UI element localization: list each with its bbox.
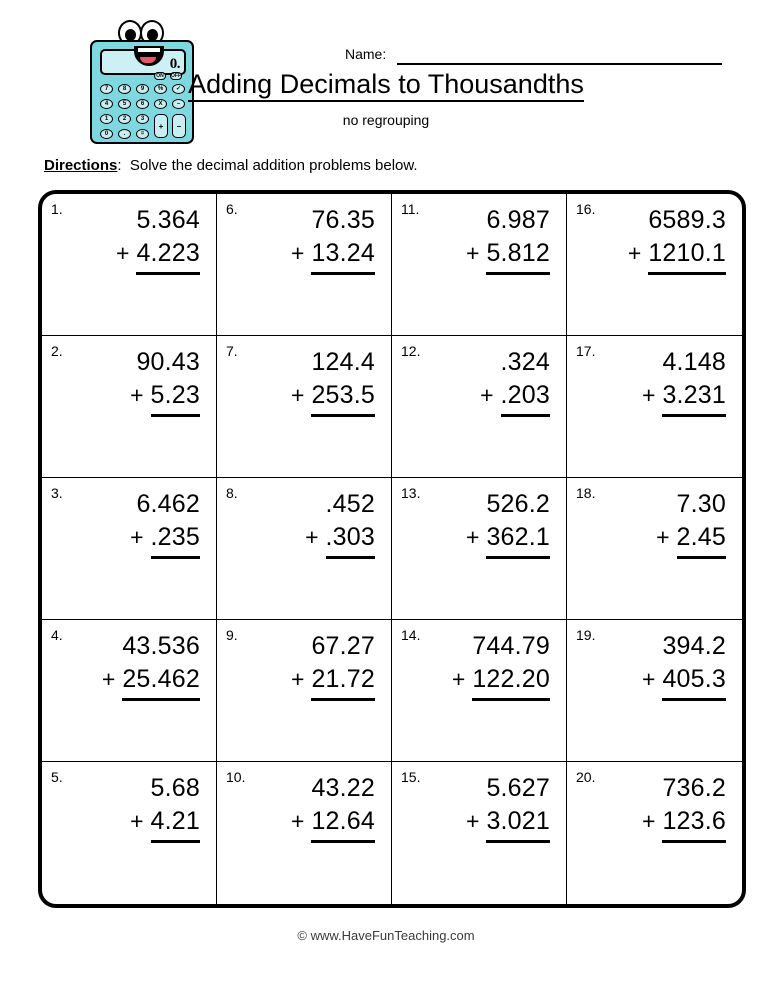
addend-bottom-row xyxy=(466,520,550,559)
footer-copyright: © www.HaveFunTeaching.com xyxy=(297,928,475,943)
problem-row xyxy=(42,336,742,478)
problem-number: 16. xyxy=(576,201,596,217)
addend-bottom-row xyxy=(291,804,375,843)
addition-stack xyxy=(130,488,200,559)
addend-bottom: 25.462 xyxy=(122,662,200,701)
addition-stack xyxy=(305,488,375,559)
plus-operator: + xyxy=(642,808,656,834)
problem-cell[interactable] xyxy=(392,620,567,761)
calculator-key-9: 9 xyxy=(136,84,149,94)
calculator-key-plus: + xyxy=(154,114,168,138)
calculator-key-2: 2 xyxy=(118,114,131,124)
problem-row xyxy=(42,194,742,336)
problem-number: 12. xyxy=(401,343,421,359)
directions xyxy=(44,157,418,174)
addend-bottom: 2.45 xyxy=(677,520,726,559)
addend-top: 5.68 xyxy=(150,774,200,802)
addend-bottom: 5.812 xyxy=(486,236,550,275)
plus-operator: + xyxy=(291,382,305,408)
addend-top: 7.30 xyxy=(676,490,726,518)
addend-top: 394.2 xyxy=(662,632,726,660)
problem-number: 4. xyxy=(51,627,63,643)
problem-number: 20. xyxy=(576,769,596,785)
addend-top: 67.27 xyxy=(311,632,375,660)
addition-stack xyxy=(130,346,200,417)
problem-number: 14. xyxy=(401,627,421,643)
addend-bottom: 21.72 xyxy=(311,662,375,701)
addend-bottom: 405.3 xyxy=(662,662,726,701)
addend-bottom-row xyxy=(466,804,550,843)
addend-bottom-row xyxy=(291,662,375,701)
addend-top: 6589.3 xyxy=(648,206,726,234)
problem-cell[interactable] xyxy=(42,336,217,477)
addend-top: 90.43 xyxy=(136,348,200,376)
addition-stack xyxy=(642,346,726,417)
problem-number: 19. xyxy=(576,627,596,643)
problem-cell[interactable] xyxy=(217,620,392,761)
calculator-key-1: 1 xyxy=(100,114,113,124)
plus-operator: + xyxy=(101,666,116,692)
problem-number: 7. xyxy=(226,343,238,359)
addend-bottom-row xyxy=(452,662,550,701)
calculator-key-6: 6 xyxy=(136,99,149,109)
calculator-key-multiply: X xyxy=(154,99,167,109)
plus-operator: + xyxy=(466,240,480,266)
addend-top: 526.2 xyxy=(486,490,550,518)
problem-number: 18. xyxy=(576,485,596,501)
problem-number: 10. xyxy=(226,769,246,785)
plus-operator: + xyxy=(480,382,494,408)
addend-top: 43.22 xyxy=(311,774,375,802)
addition-stack xyxy=(466,488,550,559)
plus-operator: + xyxy=(130,382,144,408)
plus-operator: + xyxy=(451,666,466,692)
problem-number: 1. xyxy=(51,201,63,217)
addition-stack xyxy=(130,772,200,843)
page-title xyxy=(0,68,772,100)
addend-bottom-row xyxy=(116,236,200,275)
calculator-key-7: 7 xyxy=(100,84,113,94)
addend-bottom: 13.24 xyxy=(311,236,375,275)
problem-number: 5. xyxy=(51,769,63,785)
addend-top: 76.35 xyxy=(311,206,375,234)
problem-cell[interactable] xyxy=(42,478,217,619)
addition-stack xyxy=(102,630,200,701)
plus-operator: + xyxy=(305,524,319,550)
problem-number: 8. xyxy=(226,485,238,501)
addition-stack xyxy=(656,488,726,559)
problem-cell[interactable] xyxy=(42,194,217,335)
problems-table xyxy=(38,190,746,908)
problem-row xyxy=(42,478,742,620)
addend-bottom-row xyxy=(480,378,550,417)
plus-operator: + xyxy=(466,524,480,550)
calculator-key-divide: – xyxy=(172,99,185,109)
page-subtitle: no regrouping xyxy=(342,112,430,128)
addend-bottom: .235 xyxy=(151,520,200,559)
problem-cell[interactable] xyxy=(567,194,742,335)
problem-cell[interactable] xyxy=(217,762,392,904)
problem-number: 9. xyxy=(226,627,238,643)
addend-bottom: 4.21 xyxy=(151,804,200,843)
problem-cell[interactable] xyxy=(392,194,567,335)
addend-bottom-row xyxy=(628,236,726,275)
plus-operator: + xyxy=(466,808,480,834)
problem-cell[interactable] xyxy=(392,762,567,904)
worksheet-header xyxy=(0,0,772,150)
problem-number: 17. xyxy=(576,343,596,359)
problem-cell[interactable] xyxy=(567,336,742,477)
directions-text: Solve the decimal addition problems below. xyxy=(129,157,418,174)
addend-top: 736.2 xyxy=(662,774,726,802)
addend-bottom: 362.1 xyxy=(486,520,550,559)
addend-bottom-row xyxy=(642,662,726,701)
addition-stack xyxy=(291,204,375,275)
addend-bottom-row xyxy=(130,378,200,417)
calculator-key-3: 3 xyxy=(136,114,149,124)
addend-bottom: 123.6 xyxy=(662,804,726,843)
problem-cell[interactable] xyxy=(217,194,392,335)
addend-bottom: 253.5 xyxy=(311,378,375,417)
calculator-key-percent: % xyxy=(154,84,167,94)
addend-top: .452 xyxy=(325,490,375,518)
student-name-field[interactable] xyxy=(345,44,725,68)
addition-stack xyxy=(291,772,375,843)
problem-number: 3. xyxy=(51,485,63,501)
problem-cell[interactable] xyxy=(567,478,742,619)
calculator-key-equals: = xyxy=(136,129,149,139)
directions-label: Directions xyxy=(44,157,118,174)
calculator-key-0: 0 xyxy=(100,129,113,139)
addend-bottom-row xyxy=(642,378,726,417)
addend-top: .324 xyxy=(500,348,550,376)
plus-operator: + xyxy=(627,240,642,266)
addition-stack xyxy=(628,204,726,275)
page-title-text: Adding Decimals to Thousandths xyxy=(188,69,584,102)
problem-cell[interactable] xyxy=(42,762,217,904)
plus-operator: + xyxy=(116,240,130,266)
addend-bottom-row xyxy=(130,804,200,843)
plus-operator: + xyxy=(656,524,670,550)
problem-number: 15. xyxy=(401,769,421,785)
calculator-display-value: 0. xyxy=(169,56,180,72)
calculator-key-on: ON xyxy=(154,72,166,80)
calculator-key-8: 8 xyxy=(118,84,131,94)
addend-bottom-row xyxy=(642,804,726,843)
addend-bottom: 3.021 xyxy=(486,804,550,843)
directions-colon: : xyxy=(117,157,122,174)
problem-number: 6. xyxy=(226,201,238,217)
addend-bottom: 3.231 xyxy=(662,378,726,417)
calculator-key-decimal: . xyxy=(118,129,131,139)
addition-stack xyxy=(291,630,375,701)
problem-cell[interactable] xyxy=(567,620,742,761)
addition-stack xyxy=(116,204,200,275)
addend-bottom-row xyxy=(305,520,375,559)
addend-bottom: .303 xyxy=(326,520,375,559)
problem-cell[interactable] xyxy=(217,478,392,619)
problem-number: 13. xyxy=(401,485,421,501)
problem-cell[interactable] xyxy=(42,620,217,761)
problem-row xyxy=(42,620,742,762)
addend-bottom-row xyxy=(102,662,200,701)
addend-bottom-row xyxy=(291,236,375,275)
problem-cell[interactable] xyxy=(392,478,567,619)
addend-bottom: 1210.1 xyxy=(648,236,726,275)
addend-bottom: 4.223 xyxy=(136,236,200,275)
addend-top: 744.79 xyxy=(472,632,550,660)
problem-cell[interactable] xyxy=(217,336,392,477)
plus-operator: + xyxy=(291,240,305,266)
name-label: Name: xyxy=(345,46,387,62)
addition-stack xyxy=(642,772,726,843)
addend-top: 5.364 xyxy=(136,206,200,234)
problem-cell[interactable] xyxy=(392,336,567,477)
addend-bottom: .203 xyxy=(501,378,550,417)
addition-stack xyxy=(642,630,726,701)
calculator-key-5: 5 xyxy=(118,99,131,109)
name-write-line[interactable] xyxy=(397,63,722,65)
calculator-key-4: 4 xyxy=(100,99,113,109)
plus-operator: + xyxy=(642,666,656,692)
calculator-key-off: OFF xyxy=(171,73,181,79)
addend-top: 6.462 xyxy=(136,490,200,518)
addend-top: 4.148 xyxy=(662,348,726,376)
addend-bottom: 12.64 xyxy=(311,804,375,843)
addend-bottom: 122.20 xyxy=(472,662,550,701)
addend-bottom: 5.23 xyxy=(151,378,200,417)
addend-top: 6.987 xyxy=(486,206,550,234)
addition-stack xyxy=(466,772,550,843)
problem-number: 2. xyxy=(51,343,63,359)
plus-operator: + xyxy=(130,524,144,550)
addend-top: 43.536 xyxy=(122,632,200,660)
calculator-key-check: ✓ xyxy=(172,84,185,94)
addend-bottom-row xyxy=(656,520,726,559)
addend-bottom-row xyxy=(466,236,550,275)
problem-cell[interactable] xyxy=(567,762,742,904)
calculator-key-minus: – xyxy=(172,114,186,138)
plus-operator: + xyxy=(642,382,656,408)
addition-stack xyxy=(452,630,550,701)
plus-operator: + xyxy=(291,808,305,834)
addend-top: 124.4 xyxy=(311,348,375,376)
problem-number: 11. xyxy=(401,201,420,217)
addend-top: 5.627 xyxy=(486,774,550,802)
plus-operator: + xyxy=(130,808,144,834)
plus-operator: + xyxy=(291,666,305,692)
addend-bottom-row xyxy=(291,378,375,417)
problem-row xyxy=(42,762,742,904)
addend-bottom-row xyxy=(130,520,200,559)
addition-stack xyxy=(480,346,550,417)
addition-stack xyxy=(291,346,375,417)
addition-stack xyxy=(466,204,550,275)
